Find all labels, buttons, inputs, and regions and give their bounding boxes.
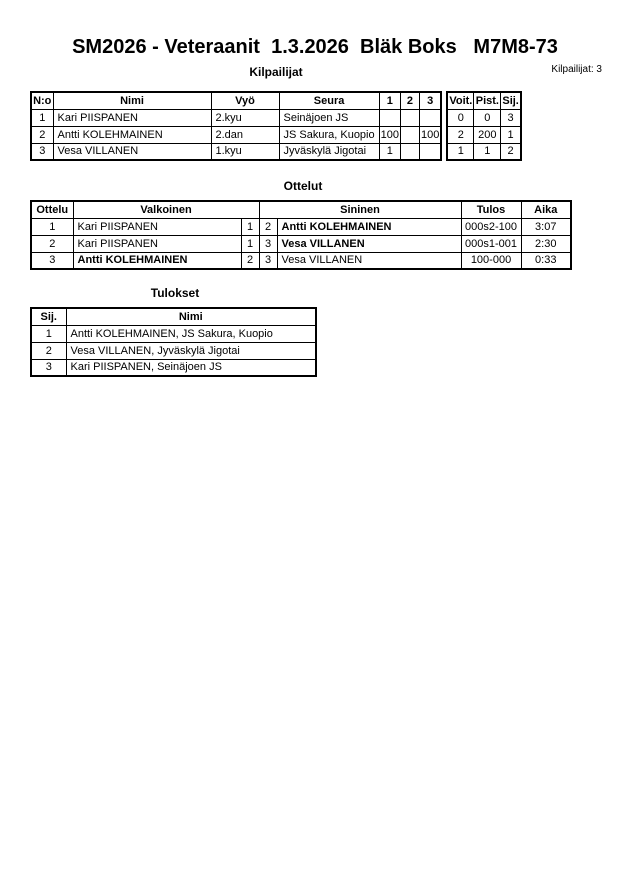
col-header-time: Aika bbox=[521, 201, 571, 218]
result-name: Kari PIISPANEN, Seinäjoen JS bbox=[66, 359, 316, 376]
table-row bbox=[31, 143, 441, 160]
result-place: 3 bbox=[31, 359, 66, 376]
match-blue-no: 3 bbox=[259, 252, 277, 269]
competitors-section bbox=[30, 65, 522, 161]
table-row bbox=[31, 325, 316, 342]
score-cell-3 bbox=[419, 109, 441, 126]
page-title: SM2026 - Veteraanit 1.3.2026 Bläk Boks M7M8-73 bbox=[72, 36, 558, 58]
competitors-header-row bbox=[31, 92, 441, 109]
match-blue-no: 2 bbox=[259, 218, 277, 235]
result-place: 2 bbox=[31, 342, 66, 359]
table-row bbox=[31, 359, 316, 376]
table-row bbox=[447, 143, 521, 160]
score-cell-3 bbox=[419, 143, 441, 160]
matches-section bbox=[30, 179, 576, 270]
table-row bbox=[31, 218, 571, 235]
results-section bbox=[30, 286, 320, 377]
points-cell: 1 bbox=[474, 143, 501, 160]
matches-table bbox=[30, 200, 572, 270]
table-row bbox=[447, 109, 521, 126]
standings-header-row bbox=[447, 92, 521, 109]
col-header-3: 3 bbox=[419, 92, 441, 109]
match-result: 000s2-100 bbox=[461, 218, 521, 235]
matches-header-row bbox=[31, 201, 571, 218]
wins-cell: 1 bbox=[447, 143, 474, 160]
match-blue-name: Antti KOLEHMAINEN bbox=[277, 218, 461, 235]
match-white-no: 1 bbox=[241, 218, 259, 235]
col-header-no: N:o bbox=[31, 92, 53, 109]
result-place: 1 bbox=[31, 325, 66, 342]
col-header-result: Tulos bbox=[461, 201, 521, 218]
match-white-no: 2 bbox=[241, 252, 259, 269]
results-table bbox=[30, 307, 317, 377]
competitor-no: 1 bbox=[31, 109, 53, 126]
table-row bbox=[447, 126, 521, 143]
competitors-section-title: Kilpailijat bbox=[249, 65, 303, 79]
match-time: 3:07 bbox=[521, 218, 571, 235]
score-cell-1 bbox=[379, 109, 400, 126]
score-cell-2 bbox=[400, 109, 419, 126]
col-header-2: 2 bbox=[400, 92, 419, 109]
competitors-table bbox=[30, 91, 442, 161]
col-header-points: Pist. bbox=[474, 92, 501, 109]
col-header-club: Seura bbox=[279, 92, 379, 109]
score-cell-1: 1 bbox=[379, 143, 400, 160]
match-blue-name: Vesa VILLANEN bbox=[277, 235, 461, 252]
score-cell-2 bbox=[400, 143, 419, 160]
competitors-tables bbox=[30, 91, 522, 161]
result-name: Antti KOLEHMAINEN, JS Sakura, Kuopio bbox=[66, 325, 316, 342]
col-header-blue: Sininen bbox=[259, 201, 461, 218]
col-header-name: Nimi bbox=[53, 92, 211, 109]
table-row bbox=[31, 109, 441, 126]
col-header-belt: Vyö bbox=[211, 92, 279, 109]
col-header-name: Nimi bbox=[66, 308, 316, 325]
match-blue-no: 3 bbox=[259, 235, 277, 252]
table-row bbox=[31, 235, 571, 252]
competitor-club: JS Sakura, Kuopio bbox=[279, 126, 379, 143]
competitor-name: Antti KOLEHMAINEN bbox=[53, 126, 211, 143]
table-row bbox=[31, 252, 571, 269]
table-row bbox=[31, 342, 316, 359]
col-header-wins: Voit. bbox=[447, 92, 474, 109]
wins-cell: 2 bbox=[447, 126, 474, 143]
competitor-club: Seinäjoen JS bbox=[279, 109, 379, 126]
match-no: 3 bbox=[31, 252, 73, 269]
match-no: 2 bbox=[31, 235, 73, 252]
match-blue-name: Vesa VILLANEN bbox=[277, 252, 461, 269]
match-result: 000s1-001 bbox=[461, 235, 521, 252]
table-row bbox=[31, 126, 441, 143]
match-white-name: Antti KOLEHMAINEN bbox=[73, 252, 241, 269]
score-cell-3: 100 bbox=[419, 126, 441, 143]
competitor-belt: 1.kyu bbox=[211, 143, 279, 160]
wins-cell: 0 bbox=[447, 109, 474, 126]
matches-section-title: Ottelut bbox=[283, 179, 323, 193]
match-time: 2:30 bbox=[521, 235, 571, 252]
match-white-name: Kari PIISPANEN bbox=[73, 235, 241, 252]
result-name: Vesa VILLANEN, Jyväskylä Jigotai bbox=[66, 342, 316, 359]
place-cell: 3 bbox=[501, 109, 521, 126]
competitors-count-label: Kilpailijat: 3 bbox=[551, 64, 602, 75]
col-header-place: Sij. bbox=[501, 92, 521, 109]
score-cell-1: 100 bbox=[379, 126, 400, 143]
match-no: 1 bbox=[31, 218, 73, 235]
results-section-title: Tulokset bbox=[150, 286, 200, 300]
competitors-standings-table bbox=[446, 91, 522, 161]
points-cell: 200 bbox=[474, 126, 501, 143]
competitor-no: 2 bbox=[31, 126, 53, 143]
col-header-match: Ottelu bbox=[31, 201, 73, 218]
competitor-belt: 2.dan bbox=[211, 126, 279, 143]
match-result: 100-000 bbox=[461, 252, 521, 269]
col-header-place: Sij. bbox=[31, 308, 66, 325]
match-time: 0:33 bbox=[521, 252, 571, 269]
place-cell: 1 bbox=[501, 126, 521, 143]
competitor-club: Jyväskylä Jigotai bbox=[279, 143, 379, 160]
competitor-name: Vesa VILLANEN bbox=[53, 143, 211, 160]
place-cell: 2 bbox=[501, 143, 521, 160]
competitor-belt: 2.kyu bbox=[211, 109, 279, 126]
col-header-white: Valkoinen bbox=[73, 201, 259, 218]
competitor-name: Kari PIISPANEN bbox=[53, 109, 211, 126]
match-white-no: 1 bbox=[241, 235, 259, 252]
points-cell: 0 bbox=[474, 109, 501, 126]
results-header-row bbox=[31, 308, 316, 325]
competitor-no: 3 bbox=[31, 143, 53, 160]
col-header-1: 1 bbox=[379, 92, 400, 109]
match-white-name: Kari PIISPANEN bbox=[73, 218, 241, 235]
score-cell-2 bbox=[400, 126, 419, 143]
